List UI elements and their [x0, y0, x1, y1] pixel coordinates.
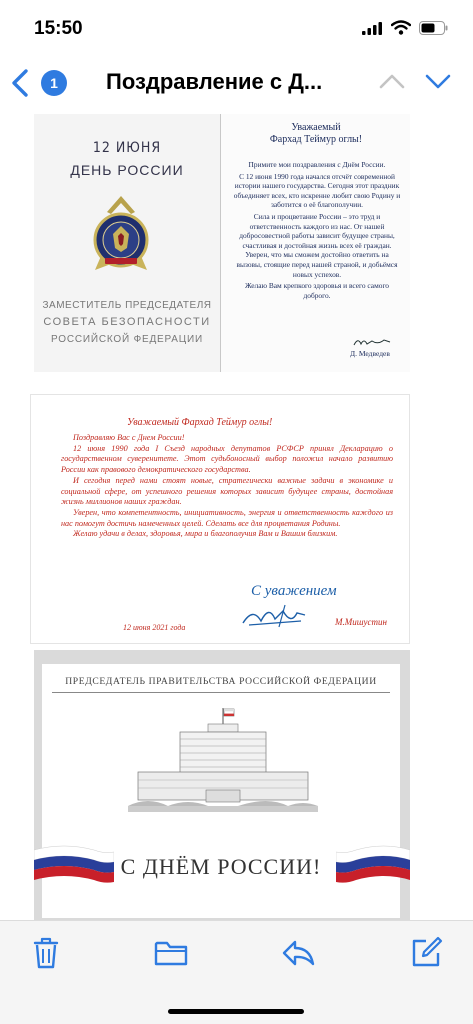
letter-paragraph: Желаю Вам крепкого здоровья и всего самого доброго.: [244, 281, 389, 300]
card-fold-divider: [220, 114, 221, 372]
card-header: ПРЕДСЕДАТЕЛЬ ПРАВИТЕЛЬСТВА РОССИЙСКОЙ ФЕДЕРАЦИИ: [65, 676, 377, 687]
previous-message-chevron-up-icon[interactable]: [378, 72, 406, 90]
letter-paragraph: Примите мои поздравления с Днём России.: [248, 160, 386, 169]
letter-paragraph: Желаю удачи в делах, здоровья, мира и благополучия Вам и Вашим близким.: [73, 529, 338, 539]
greeting-card-mishustin[interactable]: [30, 394, 410, 644]
letter-paragraph: И сегодня перед нами стоят новые, стратегически важные задачи в экономике и социальной сфере, от успешного решения которых зависит будущее страны, достойная жизнь миллионов наших граждан.: [61, 475, 393, 507]
battery-icon: [419, 21, 448, 35]
letter-paragraph: С 12 июня 1990 года начался отсчёт современной истории нашего государства. Сегодня этот праздник объединяет всех, кто искренне любит свою Родину и заботится о её благополучии.: [233, 171, 401, 210]
card-cover-left: [34, 114, 220, 372]
greeting-card-medvedev[interactable]: [34, 114, 410, 372]
greeting-line-2: Фархад Теймур оглы!: [269, 134, 363, 145]
header-rule: [52, 692, 390, 693]
letter-paragraph: 12 июня 1990 года I Съезд народных депутатов РСФСР принял Декларацию о государственном суверенитете. Этот судьбоносный выбор положил начало развитию России как правового демократического государства.: [61, 443, 393, 475]
handwritten-signature-icon: [239, 601, 309, 629]
handwritten-signature-icon: [352, 336, 392, 348]
greeting-line-1: Уважаемый: [291, 122, 341, 133]
cellular-signal-icon: [362, 22, 382, 35]
sender-position: ЗАМЕСТИТЕЛЬ ПРЕДСЕДАТЕЛЯ: [42, 300, 212, 311]
message-subject-title: Поздравление с Д...: [106, 69, 323, 94]
compose-icon[interactable]: [408, 935, 444, 971]
back-chevron-icon[interactable]: [8, 68, 32, 98]
sender-country: РОССИЙСКОЙ ФЕДЕРАЦИИ: [51, 334, 203, 345]
card-cover-face: [42, 664, 400, 918]
mail-navigation-bar: [0, 58, 473, 108]
letter-text: [232, 160, 402, 302]
message-body[interactable]: [0, 108, 473, 920]
handwritten-regards: С уважением: [251, 583, 337, 599]
holiday-card-cover[interactable]: [34, 650, 410, 922]
reply-icon[interactable]: [280, 935, 316, 971]
card-letter-right: [224, 114, 408, 372]
folder-icon[interactable]: [153, 935, 189, 971]
wifi-icon: [391, 20, 411, 35]
status-time: 15:50: [34, 18, 83, 39]
letter-paragraph: Сила и процветание России – это труд и ответственность каждого из нас. От нашей добросовестной работы зависит будущее страны, счастливая и достойная жизнь всех её граждан. Уверен, что мы сможем достойно ответить на вызовы, стоящие перед нашей страной, и добьёмся новых успехов.: [236, 211, 398, 279]
status-bar: [0, 0, 473, 58]
card-holiday-heading: ДЕНЬ РОССИИ: [70, 162, 184, 178]
security-council-emblem-icon: [91, 194, 151, 276]
government-house-drawing-icon: [128, 706, 318, 826]
letter-date: 12 июня 2021 года: [123, 623, 186, 632]
letter-text: [61, 433, 393, 540]
letter-greeting: Уважаемый Фархад Теймур оглы!: [127, 417, 273, 428]
next-message-chevron-down-icon[interactable]: [424, 72, 452, 90]
letter-paragraph: Уверен, что компетентность, инициативность, энергия и ответственность каждого из нас помогут достичь намеченных целей. Сделать все для процветания Родины.: [61, 507, 393, 528]
card-date-heading: 12 ИЮНЯ: [92, 140, 162, 156]
home-indicator[interactable]: [168, 1009, 304, 1014]
letter-signature: Д. Медведев: [350, 349, 390, 358]
letter-paragraph: Поздравляю Вас с Днем России!: [73, 433, 185, 442]
card-title: С ДНЁМ РОССИИ!: [120, 854, 322, 879]
letter-greeting: [224, 122, 408, 146]
trash-icon[interactable]: [28, 935, 64, 971]
letter-signature: М.Мишустин: [335, 617, 387, 627]
unread-count-badge[interactable]: 1: [41, 70, 67, 96]
sender-organization: СОВЕТА БЕЗОПАСНОСТИ: [43, 316, 211, 328]
